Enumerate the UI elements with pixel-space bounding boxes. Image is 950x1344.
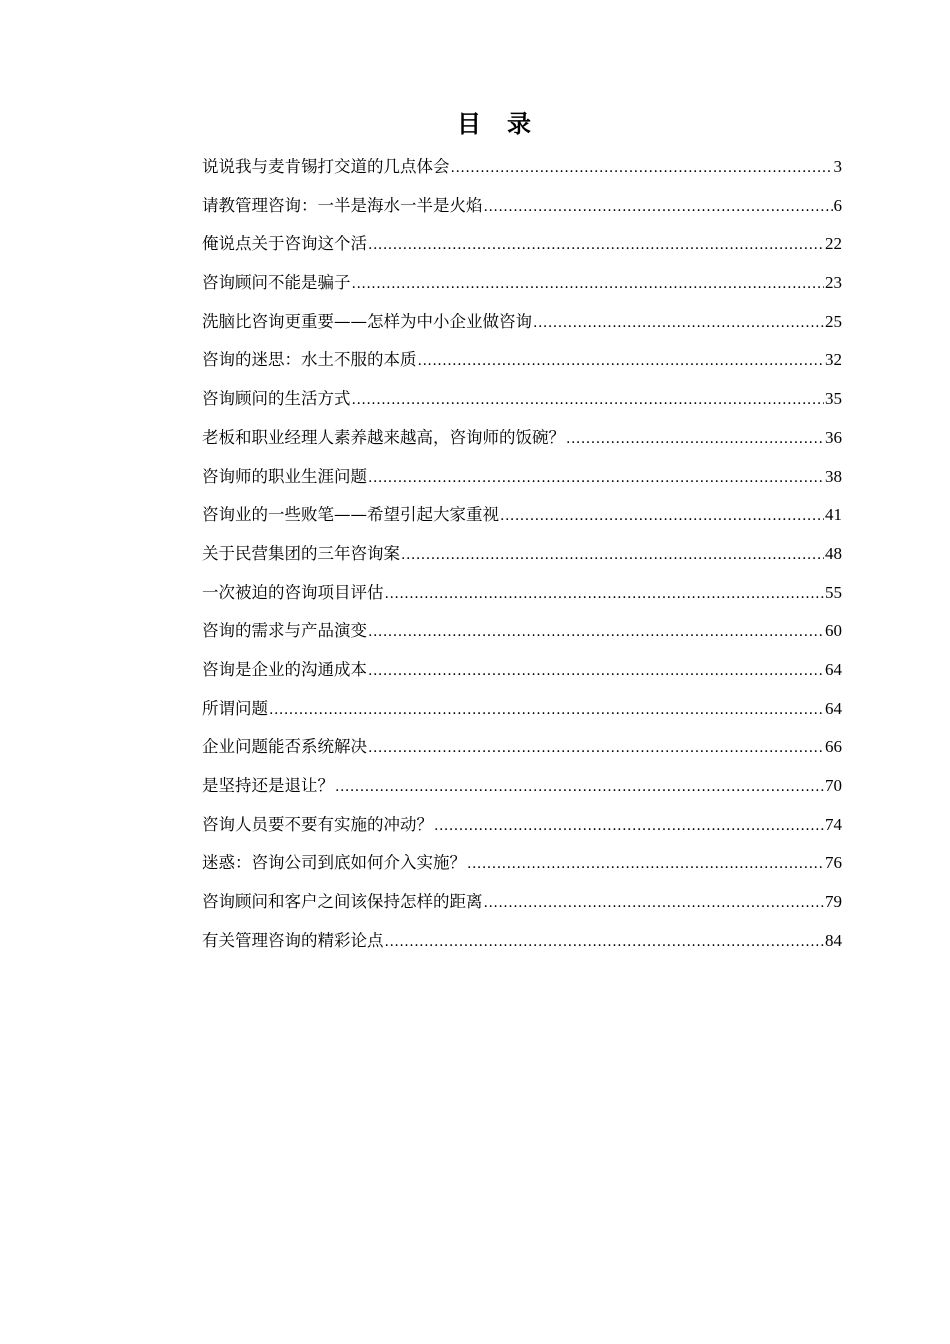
toc-entry[interactable] [202,812,842,851]
toc-entry[interactable] [202,193,842,232]
toc-dot-leader [352,271,825,297]
toc-entry-page: 84 [825,930,842,950]
toc-entry[interactable] [202,889,842,928]
toc-entry-page: 35 [825,389,842,409]
toc-dot-leader [401,542,824,568]
toc-list [202,154,842,966]
toc-entry-page: 23 [825,273,842,293]
toc-entry[interactable] [202,309,842,348]
toc-dot-leader [500,503,824,529]
toc-dot-leader [368,619,824,645]
toc-entry-page: 79 [825,892,842,912]
toc-entry[interactable] [202,502,842,541]
toc-entry-label: 咨询是企业的沟通成本 [202,659,367,679]
toc-entry-label: 请教管理咨询：一半是海水一半是火焰 [202,195,483,215]
toc-entry-label: 企业问题能否系统解决 [202,737,367,757]
toc-dot-leader [368,232,824,258]
toc-entry-page: 64 [825,698,842,718]
toc-dot-leader [434,813,824,839]
toc-entry-label: 咨询的需求与产品演变 [202,621,367,641]
toc-dot-leader [385,581,825,607]
toc-entry[interactable] [202,154,842,193]
toc-dot-leader [269,697,824,723]
toc-entry-label: 咨询师的职业生涯问题 [202,466,367,486]
toc-entry[interactable] [202,696,842,735]
toc-entry-page: 60 [825,621,842,641]
toc-entry[interactable] [202,657,842,696]
toc-entry-page: 76 [825,853,842,873]
toc-entry-label: 有关管理咨询的精彩论点 [202,930,384,950]
toc-entry[interactable] [202,928,842,967]
toc-entry[interactable] [202,618,842,657]
toc-entry-page: 3 [833,157,842,176]
toc-entry-page: 25 [825,311,842,331]
toc-entry-page: 70 [825,776,842,795]
toc-entry-page: 55 [825,582,842,602]
toc-entry[interactable] [202,386,842,425]
toc-entry-label: 迷惑：咨询公司到底如何介入实施？ [202,853,466,873]
toc-entry[interactable] [202,541,842,580]
toc-dot-leader [352,387,825,413]
toc-entry-label: 是坚持还是退让？ [202,776,334,795]
toc-entry-page: 48 [825,543,842,563]
toc-entry-page: 74 [825,814,842,834]
toc-dot-leader [533,310,824,336]
toc-entry[interactable] [202,464,842,503]
toc-entry-label: 俺说点关于咨询这个活 [202,234,367,254]
toc-entry[interactable] [202,231,842,270]
toc-entry-label: 咨询顾问和客户之间该保持怎样的距离 [202,892,483,912]
toc-entry-label: 咨询顾问不能是骗子 [202,273,351,293]
toc-entry-label: 咨询人员要不要有实施的冲动？ [202,814,433,834]
toc-entry-page: 22 [825,234,842,254]
toc-dot-leader [484,890,825,916]
toc-dot-leader [451,155,833,181]
toc-entry-label: 老板和职业经理人素养越来越高，咨询师的饭碗？ [202,427,565,447]
toc-entry-label: 关于民营集团的三年咨询案 [202,543,400,563]
toc-title-char-1: 目 [457,110,481,138]
toc-dot-leader [385,929,825,955]
toc-entry[interactable] [202,773,842,812]
toc-dot-leader [418,348,825,374]
toc-entry[interactable] [202,425,842,464]
toc-entry[interactable] [202,270,842,309]
toc-entry-page: 41 [825,505,842,525]
toc-dot-leader [467,851,824,877]
toc-title [0,108,950,140]
toc-dot-leader [368,465,824,491]
toc-entry-label: 一次被迫的咨询项目评估 [202,582,384,602]
toc-entry-page: 32 [825,350,842,370]
toc-title-char-2: 录 [507,110,531,138]
toc-entry-label: 咨询的迷思：水土不服的本质 [202,350,417,370]
toc-entry-page: 66 [825,737,842,757]
toc-entry-label: 所谓问题 [202,698,268,718]
toc-entry[interactable] [202,734,842,773]
toc-dot-leader [484,194,833,220]
toc-dot-leader [566,426,824,452]
toc-entry-page: 64 [825,659,842,679]
toc-entry-page: 6 [833,195,842,215]
toc-entry[interactable] [202,347,842,386]
toc-entry[interactable] [202,580,842,619]
toc-entry-label: 咨询顾问的生活方式 [202,389,351,409]
toc-entry-label: 说说我与麦肯锡打交道的几点体会 [202,157,450,176]
toc-dot-leader [368,658,824,684]
toc-dot-leader [335,774,824,800]
toc-dot-leader [368,735,824,761]
toc-entry-label: 咨询业的一些败笔——希望引起大家重视 [202,505,499,525]
toc-entry-page: 38 [825,466,842,486]
toc-entry[interactable] [202,850,842,889]
toc-entry-page: 36 [825,427,842,447]
toc-entry-label: 洗脑比咨询更重要——怎样为中小企业做咨询 [202,311,532,331]
